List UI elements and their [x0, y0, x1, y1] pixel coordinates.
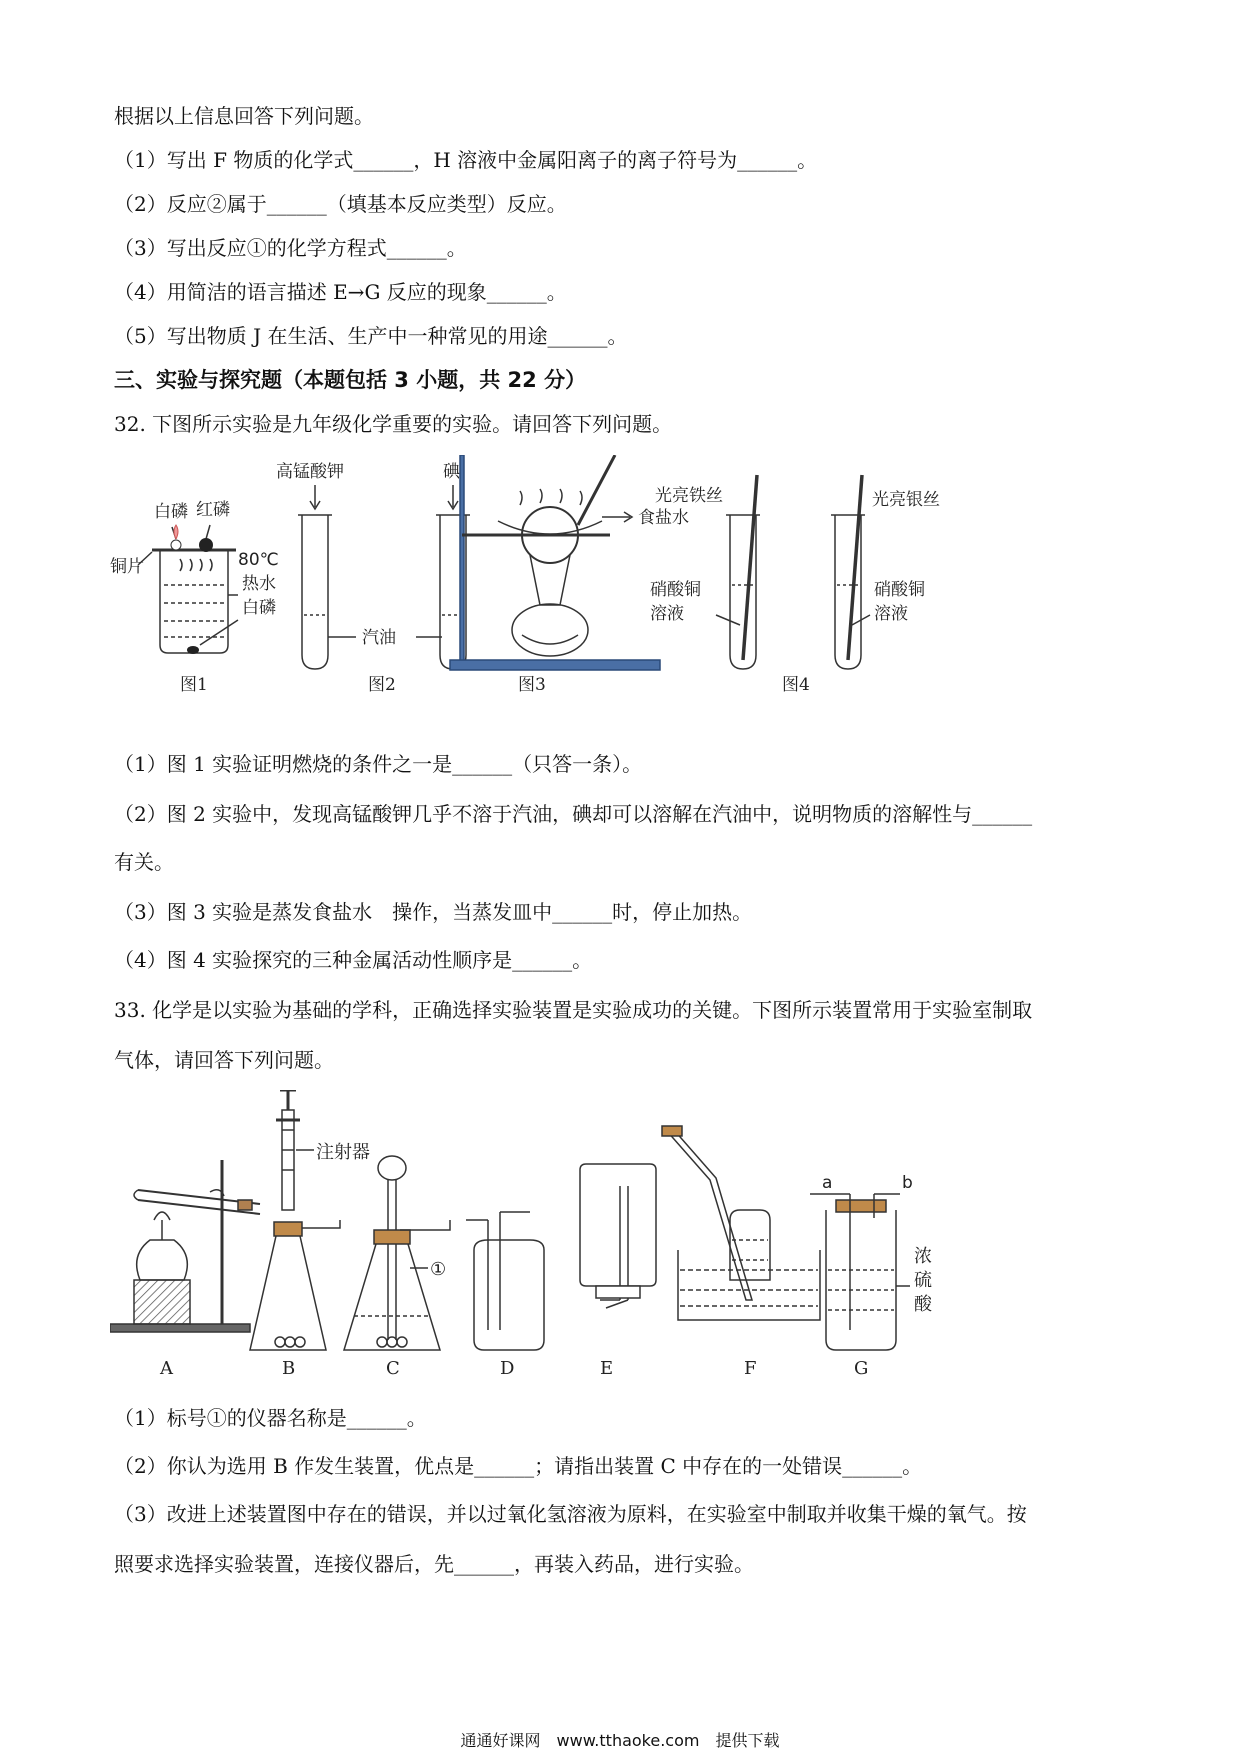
fig33-port-b: b	[902, 1173, 913, 1193]
fig1-label-temp: 80℃	[238, 550, 279, 570]
q32-item-2: （2）图 2 实验中，发现高锰酸钾几乎不溶于汽油，碘却可以溶解在汽油中，说明物质的溶解性与______	[114, 802, 1033, 826]
fig33-acid-3: 酸	[914, 1294, 932, 1315]
q32-figure	[110, 455, 1010, 740]
q32-stem: 32. 下图所示实验是九年级化学重要的实验。请回答下列问题。	[114, 412, 673, 436]
q31-item-4: （4）用简洁的语言描述 E→G 反应的现象______。	[114, 280, 567, 304]
fig1-label-red-p: 红磷	[196, 500, 230, 520]
fig4-caption: 图4	[782, 675, 810, 695]
q31-item-3: （3）写出反应①的化学方程式______。	[114, 236, 467, 260]
fig33-port-a: a	[822, 1173, 833, 1193]
fig4-label-solution-1a: 硝酸铜	[650, 580, 701, 600]
fig4-label-silver: 光亮银丝	[872, 490, 940, 510]
fig33-marker: ①	[430, 1259, 447, 1280]
fig33-caption-e: E	[600, 1358, 614, 1379]
section3-heading: 三、实验与探究题（本题包括 3 小题，共 22 分）	[114, 368, 587, 392]
q31-item-2: （2）反应②属于______（填基本反应类型）反应。	[114, 192, 567, 216]
fig33-acid-1: 浓	[914, 1246, 932, 1267]
fig1-label-white-p-2: 白磷	[242, 598, 276, 618]
q33-item-2: （2）你认为选用 B 作发生装置，优点是______；请指出装置 C 中存在的一处错误______。	[114, 1454, 923, 1478]
fig4-label-solution-2b: 溶液	[874, 604, 908, 624]
q32-item-2-cont: 有关。	[114, 850, 174, 874]
q33-item-3: （3）改进上述装置图中存在的错误，并以过氧化氢溶液为原料，在实验室中制取并收集干燥的氧气。按	[114, 1502, 1027, 1526]
q33-item-3-cont: 照要求选择实验装置，连接仪器后，先______，再装入药品，进行实验。	[114, 1552, 754, 1576]
fig33-caption-g: G	[854, 1358, 869, 1379]
intro-text: 根据以上信息回答下列问题。	[114, 104, 374, 128]
fig33-syringe-label: 注射器	[316, 1142, 370, 1163]
fig33-caption-c: C	[386, 1358, 400, 1379]
page-footer: 通通好课网 www.tthaoke.com 提供下载	[460, 1731, 780, 1750]
fig3-caption: 图3	[518, 675, 546, 695]
fig33-caption-b: B	[282, 1358, 296, 1379]
fig2-label-kmno4: 高锰酸钾	[276, 462, 344, 482]
fig1-label-white-p: 白磷	[154, 502, 188, 522]
q33-stem-1: 33. 化学是以实验为基础的学科，正确选择实验装置是实验成功的关键。下图所示装置常用于实验室制取	[114, 998, 1033, 1022]
fig1-label-hot-water: 热水	[242, 574, 276, 594]
fig33-caption-a: A	[160, 1358, 173, 1379]
fig4-label-iron: 光亮铁丝	[655, 486, 723, 506]
q32-item-1: （1）图 1 实验证明燃烧的条件之一是______（只答一条）。	[114, 752, 643, 776]
q32-item-4: （4）图 4 实验探究的三种金属活动性顺序是______。	[114, 948, 593, 972]
fig2-label-gasoline: 汽油	[362, 628, 396, 648]
q31-item-5: （5）写出物质 J 在生活、生产中一种常见的用途______。	[114, 324, 628, 348]
q33-item-1: （1）标号①的仪器名称是______。	[114, 1406, 427, 1430]
fig2-label-iodine: 碘	[443, 462, 460, 482]
fig3-label-salt-water: 食盐水	[638, 508, 689, 528]
fig2-caption: 图2	[368, 675, 396, 695]
q31-item-1: （1）写出 F 物质的化学式______，H 溶液中金属阳离子的离子符号为______。	[114, 148, 818, 172]
q33-stem-2: 气体，请回答下列问题。	[114, 1048, 334, 1072]
fig1-caption: 图1	[180, 675, 208, 695]
fig33-acid-2: 硫	[914, 1270, 932, 1291]
fig1-label-copper: 铜片	[110, 557, 144, 577]
fig4-label-solution-2a: 硝酸铜	[874, 580, 925, 600]
q32-item-3: （3）图 3 实验是蒸发食盐水 操作，当蒸发皿中______时，停止加热。	[114, 900, 753, 924]
fig4-label-solution-1b: 溶液	[650, 604, 684, 624]
q33-figure	[110, 1090, 980, 1380]
fig33-caption-f: F	[744, 1358, 757, 1379]
fig33-caption-d: D	[500, 1358, 515, 1379]
